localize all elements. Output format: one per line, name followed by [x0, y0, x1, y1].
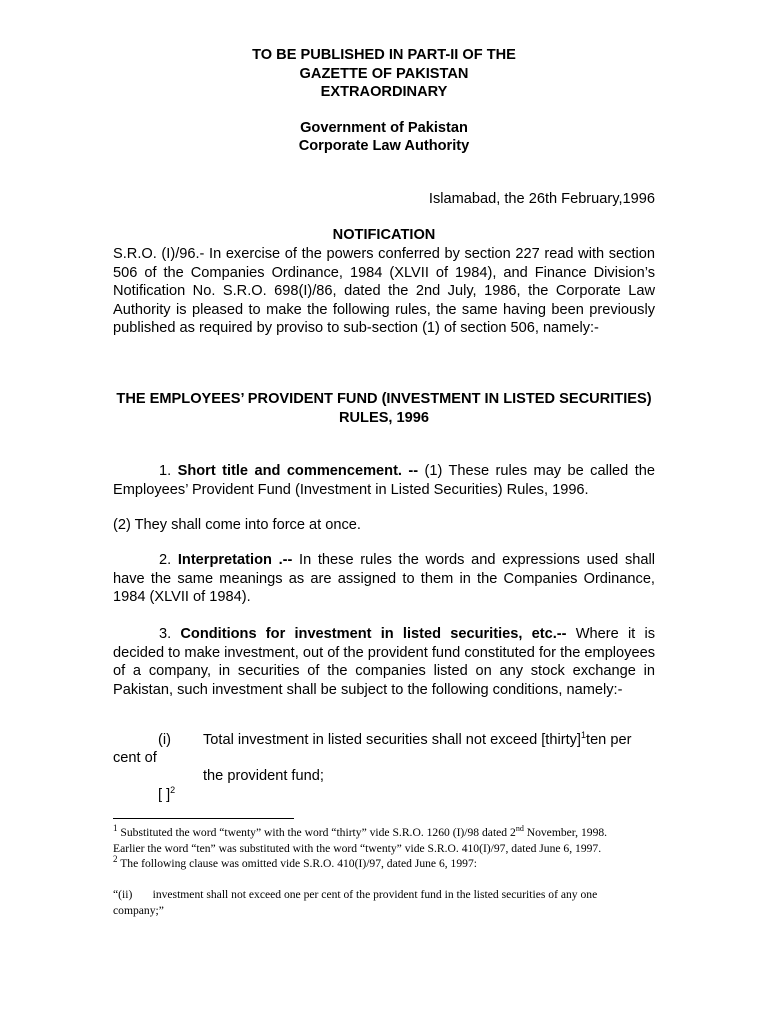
rule-2-number: 2. — [159, 552, 172, 568]
footnote-divider — [113, 818, 294, 819]
clause-i-end: the provident fund; — [203, 768, 324, 784]
clause-i-continuation: cent of — [113, 750, 157, 766]
omitted-clause-quote-end: company;” — [113, 904, 164, 917]
footnote-2: $^2$ The following clause was omitted vide S.R.O. 410(I)/97, dated June 6, 1997: — [113, 854, 477, 870]
rule-1-heading: Short title and commencement. -- — [177, 463, 419, 479]
omitted-clause-marker: [ ]$^2$ — [158, 785, 176, 803]
rule-2-heading: Interpretation .-- — [177, 552, 293, 568]
publication-line-1: TO BE PUBLISHED IN PART-II OF THE — [252, 47, 516, 63]
rule-1-number: 1. — [159, 463, 172, 479]
rules-title: THE EMPLOYEES’ PROVIDENT FUND (INVESTMENT IN LISTED SECURITIES) RULES, 1996 — [116, 391, 652, 426]
government-name: Government of Pakistan — [300, 120, 468, 136]
rule-3-heading: Conditions for investment in listed securities, etc.-- — [180, 626, 567, 642]
rule-3-number: 3. — [159, 626, 172, 642]
publication-line-2: GAZETTE OF PAKISTAN — [299, 66, 469, 82]
rule-1-subsection-2: (2) They shall come into force at once. — [113, 517, 361, 533]
authority-name: Corporate Law Authority — [298, 138, 470, 154]
dateline: Islamabad, the 26th February,1996 — [428, 191, 655, 207]
rule-3-text: Where it is decided to make investment, out of the provident fund constituted for the employees of a company, in securities of the companies listed on any stock exchange in Pakistan, such investment shall be subject to the following conditions, namely:- — [113, 626, 655, 698]
footnote-1-line-2: Earlier the word “ten” was substituted with the word “twenty” vide S.R.O. 410(I)/97, dated June 6, 1997. — [113, 842, 602, 855]
clause-i-label: (i) — [158, 732, 171, 748]
rule-1-text: (1) These rules may be called the Employees’ Provident Fund (Investment in Listed Securities) Rules, 1996. — [113, 463, 655, 498]
preamble-paragraph: S.R.O. (I)/96.- In exercise of the powers conferred by section 227 read with section 506 of the Companies Ordinance, 1984 (XLVII of 1984), and Finance Division’s Notification No. S.R.O. 698(I)/86, dated the 2nd July, 1986, the Corporate Law Authority is pleased to make the following rules, the same having been previously published as required by proviso to sub-section (1) of section 506, namely:- — [113, 246, 655, 336]
rule-2 — [113, 551, 655, 607]
publication-line-3: EXTRAORDINARY — [320, 84, 448, 100]
notification-heading: NOTIFICATION — [332, 227, 436, 243]
footnote-1: $^1$ Substituted the word “twenty” with the word “thirty” vide S.R.O. 1260 (I)/98 dated 2nd November, 1998. — [113, 823, 608, 839]
footnote-ref-2: 2 — [170, 785, 176, 796]
rule-3 — [113, 625, 655, 699]
rule-1 — [113, 462, 655, 499]
rule-2-text: In these rules the words and expressions used shall have the same meanings as are assigned to them in the Companies Ordinance, 1984 (XLVII of 1984). — [113, 552, 655, 605]
footnote-ref-1: 1 — [581, 730, 587, 741]
omitted-clause-quote: “(ii) investment shall not exceed one per cent of the provident fund in the listed securities of any one — [113, 888, 598, 901]
clause-i-text: Total investment in listed securities shall not exceed [thirty]$^1$ten per — [203, 730, 632, 748]
